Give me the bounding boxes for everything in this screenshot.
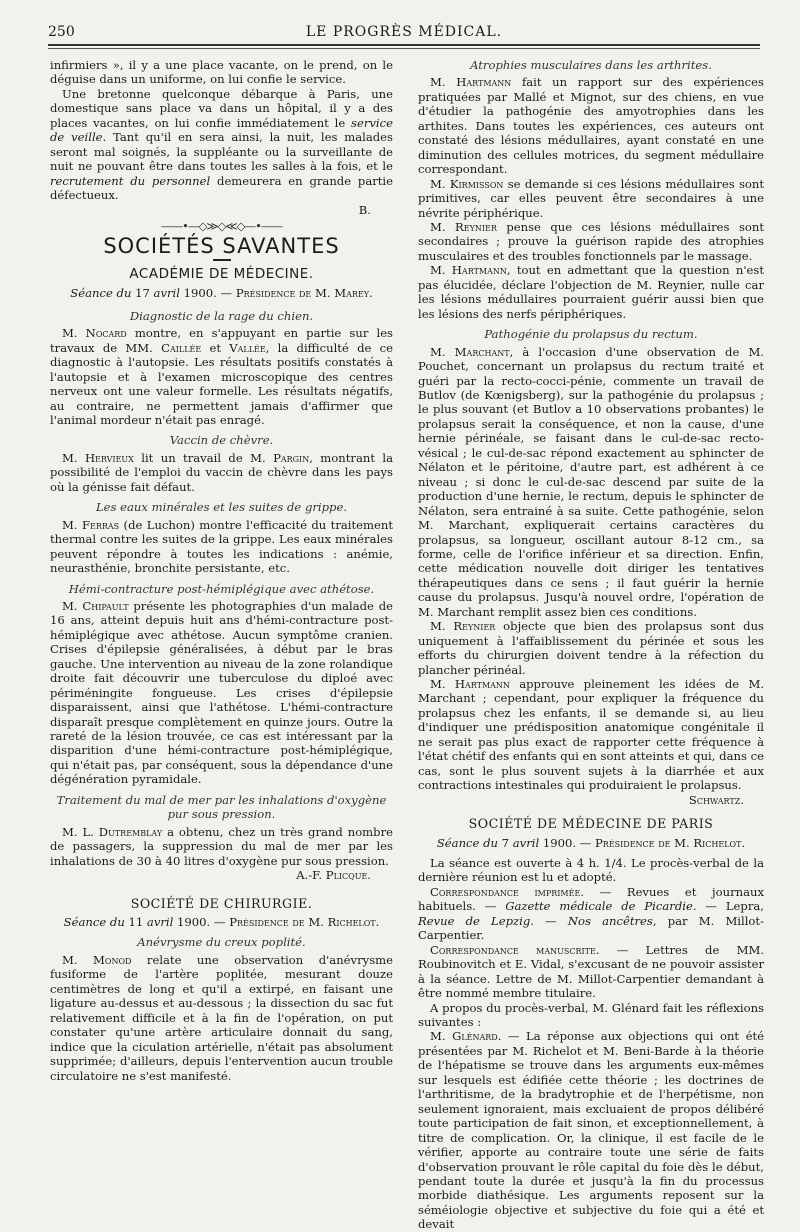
text-run: pense que ces lésions médullaires sont secondaires ; prouve la guérison rapide des atrophies musculaires et des troubles fonctionnels par le massage.: [418, 219, 764, 263]
text-run: La séance est ouverte à 4 h. 1/4. Le procès-verbal de la dernière réunion est lu et adopté.: [418, 856, 764, 885]
text-run: M. Nocard: [62, 326, 127, 341]
text-run: Gazette médicale de Picardie: [505, 899, 693, 914]
text-run: lit un travail de M.: [133, 450, 274, 465]
paragraph: [418, 1001, 764, 1030]
text-run: Correspondance manuscrite: [430, 942, 596, 957]
page-header: [48, 24, 760, 42]
text-run: M. Reynier: [430, 619, 496, 634]
text-run: M. Hartmann: [430, 263, 507, 278]
text-run: M.: [670, 835, 694, 850]
paragraph: [418, 75, 764, 176]
paragraph: [418, 1029, 764, 1231]
text-run: M. Hervieux: [62, 450, 134, 465]
subsection-title: Diagnostic de la rage du chien.: [129, 308, 314, 323]
text-run: Nos ancêtres: [567, 913, 653, 928]
subsection-title: Atrophies musculaires dans les arthrites.: [470, 58, 712, 72]
paragraph: [418, 856, 764, 885]
page-number: 250: [48, 24, 75, 40]
journal-title: LE PROGRÈS MÉDICAL.: [305, 24, 503, 40]
text-run: Une bretonne quelconque débarque à Paris, une domestique sans place va dans un hôpital, il y a des places vacantes, on lui confie immédiatement le: [50, 86, 393, 130]
signature: Schwartz.: [688, 792, 744, 807]
short-rule: [213, 259, 231, 261]
session-line: [418, 836, 764, 850]
paragraph: [418, 177, 764, 220]
text-run: 1900. —: [179, 286, 236, 301]
text-run: , montrant la possibilité de l'emploi du vaccin de chèvre dans les pays où la génisse fait défaut.: [50, 450, 393, 494]
text-run: Revue de Lepzig: [418, 913, 531, 928]
text-run: . — Lepra,: [692, 899, 764, 914]
society-title: SOCIÉTÉ DE MÉDECINE DE PARIS: [468, 816, 714, 832]
session-line: [50, 286, 393, 300]
text-run: M. Hartmann: [430, 75, 512, 90]
text-run: présente les photographies d'un malade de 16 ans, atteint depuis huit ans d'hémi-contracture post-hémiplégique avec athétose. Aucun symptôme cranien. Crises d'épilepsie généralisées, à début par le bras gauche. Une intervention au niveau de la zone rolandique droite fait découvrir une tuberculose du diploé avec périméningite fongueuse. Les crises d'épilepsie disparaissent, ainsi que l'athétose. L'hémi-contracture disparaît presque complètement en quinze jours. Outre la rareté de la lésion trouvée, ce cas est intéressant par la disparition d'une hémi-contracture post-hémiplégique, qui n'était pas, par conséquent, sous la dépendance d'une dégénération pyramidale.: [50, 598, 393, 787]
text-run: M. Kirmisson: [430, 176, 504, 191]
text-run: .: [741, 835, 746, 850]
paragraph: [418, 943, 764, 1001]
text-run: Présidence de: [229, 915, 305, 930]
text-run: M. Chipault: [62, 598, 129, 613]
paragraph: [50, 599, 393, 787]
subsection-title: Les eaux minérales et les suites de grippe.: [95, 500, 348, 515]
text-run: infirmiers », il y a une place vacante, on le prend, on le déguise dans un uniforme, on lui confie le service.: [50, 58, 393, 87]
ornament-divider: ——•—◇≫◇≪◇—•——: [160, 218, 283, 233]
paragraph: [50, 953, 393, 1083]
text-run: montre, en s'appuyant en partie sur les travaux de MM.: [50, 326, 394, 355]
session-line: [50, 915, 393, 929]
text-run: A propos du procès-verbal, M. Glénard fait les réflexions suivantes :: [418, 1000, 764, 1029]
text-run: Séance du: [63, 915, 125, 930]
text-run: M. Monod: [62, 952, 132, 967]
signature: B.: [358, 202, 371, 217]
text-run: fait un rapport sur des expériences pratiquées par Mallé et Mignot, sur des chiens, en vue d'étudier la pathogénie des amyotrophies dans les arthites. Dans toutes les expériences, ces auteurs ont constaté des lésions médullaires, ayant constaté en une diminution des cellules motrices, du segment médullaire correspondant.: [418, 75, 764, 177]
text-run: approuve pleinement les idées de M. Marchant ; cependant, pour expliquer la fréquence du prolapsus chez les enfants, il se demande si, au lieu d'indiquer une prédisposition anatomique congénitale il ne serait pas plus exact de rapporter cette fréquence à l'état chétif des enfants qui en sont atteints et qui, dans ce cas, sont le plus souvent sujets à la diarrhée et aux contractions intestinales qui produiraient le prolapsus.: [418, 677, 765, 793]
paragraph: [50, 58, 393, 87]
text-run: 7: [497, 835, 513, 850]
text-run: , la difficulté de ce diagnostic à l'autopsie. Les résultats positifs constatés à l'autopsie et à l'examen microscopique des centres nerveux ont une valeur formelle. Les résultats négatifs, au contraire, ne permettent jamais d'affirmer que l'animal mordeur n'était pas enragé.: [50, 340, 393, 427]
text-run: Marey: [334, 286, 370, 301]
text-run: objecte que bien des prolapsus sont dus uniquement à l'affaiblissement du périnée et sous les efforts du chirurgien doivent tendre à la réfection du plancher périnéal.: [418, 619, 764, 677]
text-run: (de Luchon) montre l'efficacité du traitement thermal contre les suites de la grippe. Les eaux minérales peuvent répondre à toutes les indications : anémie, neurasthénie, bronchite persistante, etc.: [50, 517, 393, 576]
text-run: .: [369, 286, 373, 301]
text-run: M. Marchant: [430, 344, 510, 359]
text-run: Séance du: [436, 835, 498, 850]
paragraph: [418, 345, 764, 620]
text-run: M. Glénard: [430, 1029, 498, 1044]
header-rule-thick: [48, 44, 760, 46]
text-run: Pargin: [273, 450, 310, 465]
text-run: Richelot: [693, 835, 742, 850]
subsection-title: Anévrysme du creux poplité.: [137, 935, 306, 950]
text-run: M. Ferras: [62, 517, 120, 532]
text-run: 11: [124, 915, 147, 930]
sections-title: SOCIÉTÉS SAVANTES: [103, 234, 340, 259]
subsection-title: Hémi-contracture post-hémiplégique avec athétose.: [68, 581, 375, 596]
paragraph: [418, 677, 764, 793]
subsection-title: Pathogénie du prolapsus du rectum.: [484, 327, 698, 342]
text-run: M.: [304, 915, 328, 930]
text-run: a obtenu, chez un très grand nombre de passagers, la suppression du mal de mer par les inhalations de 30 à 40 litres d'oxygène pur sous pression.: [50, 824, 394, 868]
text-run: recrutement du personnel: [50, 173, 211, 188]
text-run: , tout en admettant que la question n'est pas élucidée, déclare l'objection de M. Reynier, nulle car les lésions médullaires pourraient guérir aussi bien que les lésions des nerfs périphériques.: [418, 263, 764, 321]
text-run: et: [201, 340, 230, 355]
text-run: Correspondance imprimée: [430, 884, 581, 899]
header-rule-thin: [48, 48, 760, 49]
text-run: , à l'occasion d'une observation de M. Pouchet, concernant un prolapsus du rectum traité et guéri par la recto-cocci-pénie, commente un travail de Butlov (de Kœnigsberg), sur la pathogénie du prolapsus ; le plus souvant (et Butlov a 10 observations probantes) le prolapsus serait la conséquence, et non la cause, d'une hernie périnéale, se faisant dans le cul-de-sac recto-vésical ; le cul-de-sac répond exactement au sphincter de Nélaton et le péritoine, d'autre part, est adhérent à ce niveau ; si donc le cul-de-sac descend par suite de la production d'une hernie, le rectum, depuis le sphincter de Nélaton, sera entrainé à sa suite. Cette pathogénie, selon M. Marchant, expliquerait certains caractères du prolapsus, sa longueur, oscillant autour 8-12 cm., sa forme, celle de l'orifice inférieur et sa direction. Enfin, cette médication nouvelle doit diriger les tentatives thérapeutiques dans ce sens ; il faut guérir la hernie cause du prolapsus. Jusqu'à nouvel ordre, l'opération de M. Marchant remplit assez bien ces conditions.: [418, 344, 764, 619]
text-run: 17: [131, 286, 154, 301]
paragraph: [418, 885, 764, 943]
text-run: Caillée: [161, 340, 202, 355]
text-run: M. Hartmann: [430, 677, 510, 692]
paragraph: [418, 619, 764, 677]
text-run: Présidence de: [595, 835, 671, 850]
paragraph: [418, 263, 764, 321]
text-run: . — La réponse aux objections qui ont été présentées par M. Richelot et M. Beni-Barde à la théorie de l'hépatisme se trouve dans les arguments eux-mêmes sur lesquels est édifiée cette théorie ; les doctrines de l'arthritisme, de la bradytrophie et de l'herpétisme, non seulement ignoraient, mais excluaient de propos délibéré toute participation de fait sinon, et exceptionnellement, à titre de complication. Or, la clinique, il est facile de le vérifier, apporte au contraire toute une série de faits d'observation prouvant le rôle capital du foie dès le début, pendant toute la durée et jusqu'à la fin du processus morbide diathésique. Les arguments reposent sur la séméiologie objective et subjective du foie qui a été et devait: [418, 1029, 764, 1232]
paragraph: [50, 326, 393, 427]
text-run: . Tant qu'il en sera ainsi, la nuit, les malades seront mal soignés, la suppléante ou la surveillante de nuit ne pouvant être dans toutes les salles à la fois, et le: [50, 130, 393, 174]
text-run: .: [375, 915, 380, 930]
paragraph: [50, 451, 393, 494]
subsection-title: Vaccin de chèvre.: [169, 433, 274, 448]
text-run: Présidence de: [235, 286, 312, 301]
text-run: Richelot: [327, 915, 376, 930]
left-column: [50, 58, 393, 1083]
text-run: 1900. —: [539, 835, 595, 850]
text-run: . — Revues et journaux habituels. —: [418, 884, 764, 914]
signature: A.-F. Plicque.: [296, 868, 371, 883]
text-run: demeurera en grande partie défectueux.: [50, 173, 393, 203]
text-run: Vallée: [229, 340, 266, 355]
paragraph: [50, 87, 393, 203]
text-run: avril: [146, 915, 174, 930]
text-run: M. Reynier: [430, 219, 497, 234]
paragraph: [50, 518, 393, 576]
text-run: relate une observation d'anévrysme fusiforme de l'artère poplitée, mesurant douze centimètres de long et qu'il a extirpé, en faisant une ligature au-dessus et au-dessous ; la dissection du sac fut relativement difficile et à la fin de l'opération, on put constater qu'une artère articulaire donnait du sang, indice que la ciculation artérielle, n'était pas absolument supprimée; d'ailleurs, depuis l'entervention aucun trouble circulatoire ne s'est manifesté.: [50, 952, 393, 1083]
society-title: ACADÉMIE DE MÉDECINE.: [129, 265, 314, 282]
paragraph: [50, 825, 393, 868]
text-run: . —: [530, 913, 568, 928]
text-run: avril: [512, 835, 540, 850]
right-column: [418, 58, 764, 1232]
text-run: . — Lettres de MM. Roubinovitch et E. Vidal, s'excusant de ne pouvoir assister à la séance. Lettre de M. Millot-Carpentier demandant à être nommé membre titulaire.: [418, 942, 764, 1001]
text-run: M. L. Dutremblay: [62, 824, 163, 839]
text-run: avril: [153, 286, 180, 301]
text-run: service de veille: [50, 115, 393, 145]
subsection-title: Traitement du mal de mer par les inhalations d'oxygène pur sous pression.: [56, 792, 387, 822]
society-title: SOCIÉTÉ DE CHIRURGIE.: [130, 895, 313, 911]
text-run: M.: [311, 286, 335, 301]
text-run: se demande si ces lésions médullaires sont primitives, car elles peuvent être secondaires à une névrite périphérique.: [418, 176, 764, 220]
text-run: Séance du: [70, 286, 132, 301]
paragraph: [418, 220, 764, 263]
text-run: 1900. —: [173, 915, 230, 930]
text-run: , par M. Millot-Carpentier.: [418, 913, 764, 943]
